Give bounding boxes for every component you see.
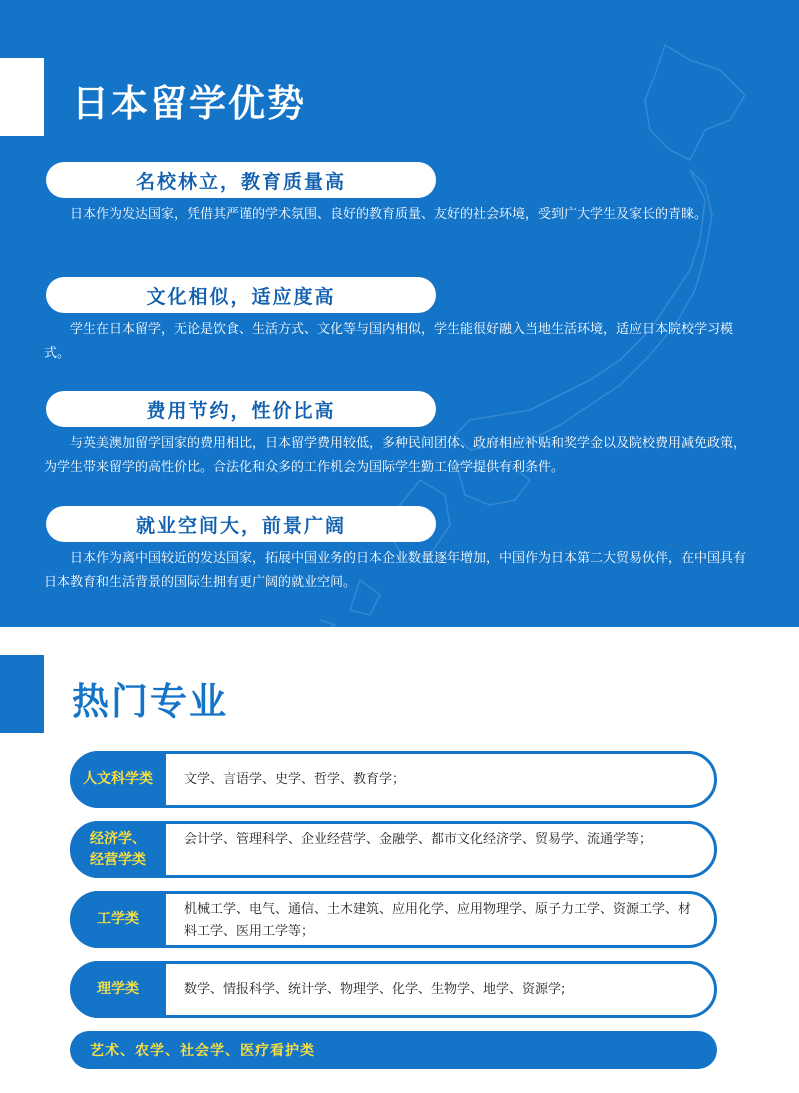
advantage-body-3: 与英美澳加留学国家的费用相比，日本留学费用较低，多种民间团体、政府相应补贴和奖学金以及院校费用减免政策，为学生带来留学的高性价比。合法化和众多的工作机会为国际学生勤工俭学提供有利条件。 (44, 436, 747, 475)
title-accent-bar (0, 58, 44, 136)
major-subjects: 数学、情报科学、统计学、物理学、化学、生物学、地学、资源学; (184, 982, 566, 997)
advantage-body-2: 学生在日本留学，无论是饮食、生活方式、文化等与国内相似，学生能很好融入当地生活环境，适应日本院校学习模式。 (44, 322, 734, 361)
major-category-tag: 工学类 (70, 891, 166, 948)
major-category-tag: 理学类 (70, 961, 166, 1018)
major-subjects: 机械工学、电气、通信、土木建筑、应用化学、应用物理学、原子力工学、资源工学、材料工学、医用工学等； (184, 902, 692, 939)
other-majors-pill: 艺术、农学、社会学、医疗看护类 (70, 1031, 717, 1069)
majors-title: 热门专业 (72, 680, 228, 723)
major-subjects: 会计学、管理科学、企业经营学、金融学、都市文化经济学、贸易学、流通学等； (184, 832, 653, 847)
page-title: 日本留学优势 (72, 82, 306, 125)
major-subjects: 文学、言语学、史学、哲学、教育学； (184, 772, 406, 787)
advantage-heading-1: 名校林立，教育质量高 (46, 162, 436, 198)
advantage-heading-3: 费用节约，性价比高 (46, 391, 436, 427)
advantage-heading-2: 文化相似，适应度高 (46, 277, 436, 313)
major-category-tag: 人文科学类 (70, 751, 166, 808)
major-category-tag: 经济学、 经营学类 (70, 821, 166, 878)
majors-title-accent-bar (0, 655, 44, 733)
advantage-body-4: 日本作为离中国较近的发达国家，拓展中国业务的日本企业数量逐年增加，中国作为日本第二大贸易伙伴，在中国具有日本教育和生活背景的国际生拥有更广阔的就业空间。 (44, 551, 747, 590)
advantage-body-1: 日本作为发达国家，凭借其严谨的学术氛围、良好的教育质量、友好的社会环境，受到广大学生及家长的青睐。 (70, 207, 708, 222)
advantage-heading-4: 就业空间大，前景广阔 (46, 506, 436, 542)
